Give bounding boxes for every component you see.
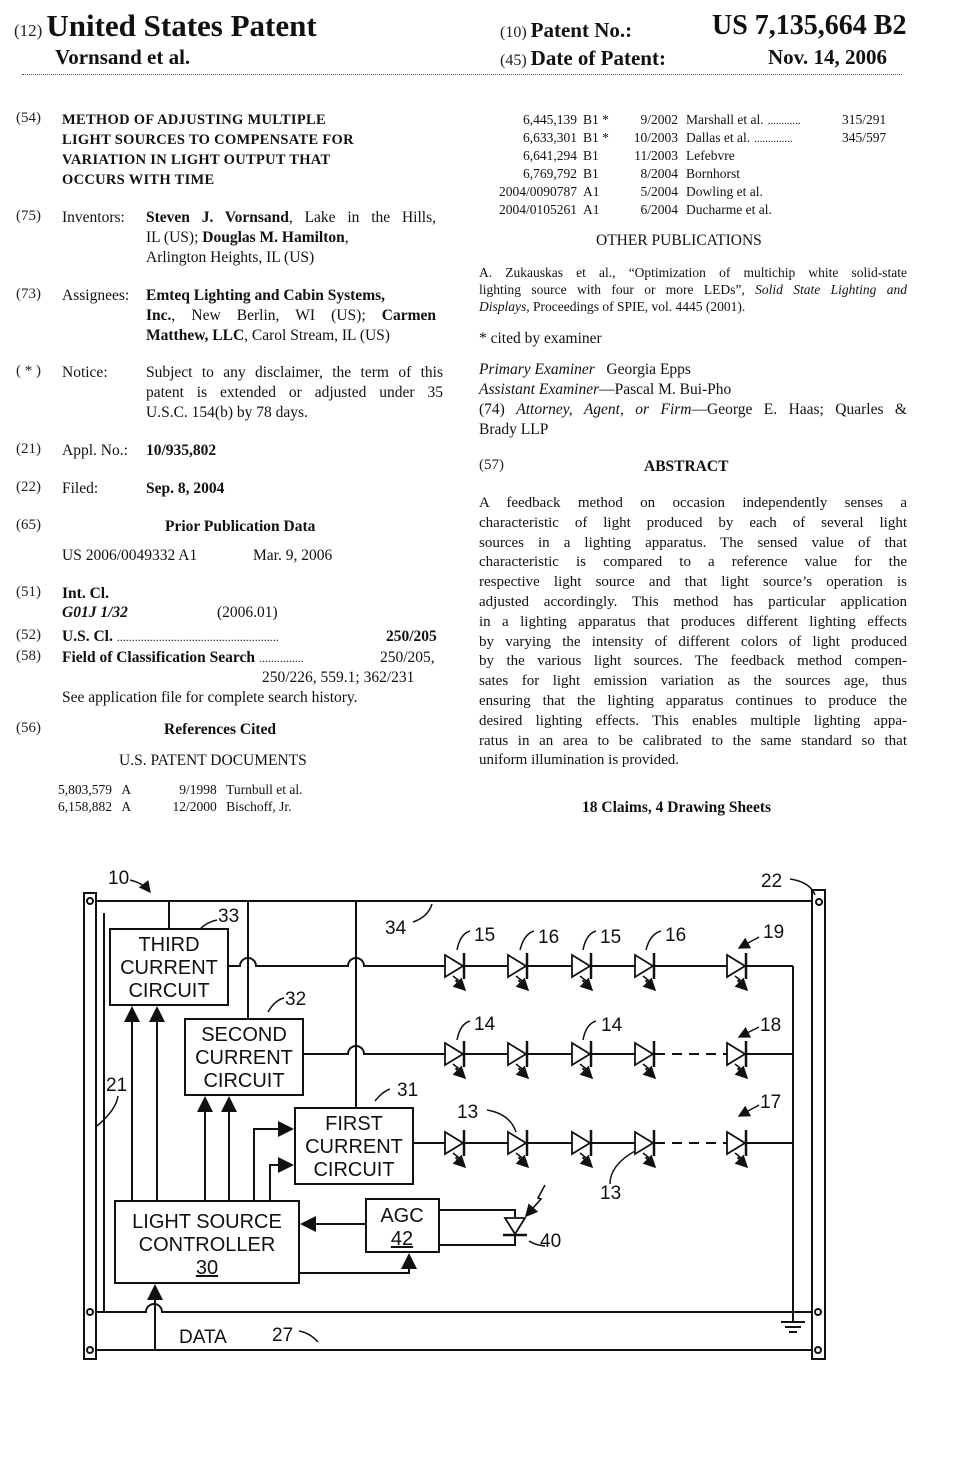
reference-row [40,782,303,798]
led-ref-14: 14 [474,1014,496,1035]
circuit-figure [0,850,953,1370]
led-icon [572,1041,592,1078]
ref-date: 5/2004 [640,184,678,199]
document-title: United States Patent [46,8,317,43]
title-line: LIGHT SOURCES TO COMPENSATE FOR [62,132,354,148]
third-box-line1: THIRD [138,934,200,956]
ref-date: 12/2000 [172,799,217,814]
ref-kind: A [121,799,132,814]
field-search-code: (58) [16,648,41,664]
appl-number: 10/935,802 [146,442,217,459]
ref-name: Lefebvre [686,148,735,163]
ref-name: Marshall et al. [686,112,764,127]
invention-title [62,110,354,190]
inventor-location: Arlington Heights, IL (US) [146,249,315,266]
ref-number: 2004/0090787 [498,184,577,199]
claims-summary: 18 Claims, 4 Drawing Sheets [582,799,772,816]
abstract-code: (57) [479,457,504,473]
date-code: (45) [500,52,527,69]
led-icon [727,1130,747,1167]
ref-kind: A [121,782,132,797]
appl-code: (21) [16,441,41,457]
led-icon [508,1130,528,1167]
abstract-line: sources in a lighting apparatus. The sensed value of that [479,534,907,551]
assignee-location: , Carol Stream, IL (US) [244,327,390,344]
field-search-note: See application file for complete search history. [62,689,358,706]
other-pub-heading: OTHER PUBLICATIONS [596,232,762,249]
ref-name: Bischoff, Jr. [226,799,292,814]
abstract-line: A feedback method on occasion independently senses a [479,495,907,511]
ref-kind: B1 * [583,130,609,145]
ref-label-10: 10 [108,868,130,889]
led-icon [445,953,465,990]
leader-dots: ...................................................... [116,630,279,644]
reference-row [476,112,887,128]
assignee-name: Carmen [381,307,436,324]
ref-date: 10/2003 [633,130,678,145]
ref-label-21: 21 [106,1075,128,1096]
inventor-name: Douglas M. Hamilton [202,229,345,246]
primary-examiner-name: Georgia Epps [606,361,691,378]
first-box-line1: FIRST [325,1113,383,1135]
refs-code: (56) [16,720,41,736]
int-cl-label: Int. Cl. [62,585,109,602]
assignee-location: , New Berlin, WI (US); [171,307,366,324]
led-ref-16: 16 [538,927,560,948]
notice-line: patent is extended or adjusted under 35 [146,384,443,401]
abstract-line: by varying the intensity of different colors of light produced [479,633,907,650]
reference-row [476,130,887,146]
abstract-line: uniform illumination is provided. [479,752,679,769]
other-pub-journal: Displays [479,299,527,314]
filed-date: Sep. 8, 2004 [146,480,225,497]
controller-line1: LIGHT SOURCE [132,1211,282,1233]
led-icon [508,953,528,990]
ref-date: 11/2003 [634,148,678,163]
led-icon [572,953,592,990]
data-label: DATA [179,1327,227,1348]
notice-line: U.S.C. 154(b) by 78 days. [146,404,308,421]
first-box-line2: CURRENT [305,1136,403,1158]
refs-heading: References Cited [164,721,277,738]
leader-dots: ............ [767,115,801,127]
assistant-examiner-name: —Pascal M. Bui-Pho [599,381,732,398]
primary-examiner-label: Primary Examiner [479,361,595,378]
reference-row [476,166,744,182]
attorney-name: Brady LLP [479,421,549,438]
inventors-label: Inventors: [62,209,125,226]
int-cl-version: (2006.01) [217,604,278,621]
ref-date: 8/2004 [640,166,678,181]
led-icon [572,1130,592,1167]
abstract-line: by the various light sources. The feedback method compen- [479,653,907,670]
patent-number: US 7,135,664 B2 [712,10,907,41]
ref-name: Dowling et al. [686,184,763,199]
ref-number: 6,158,882 [58,799,112,814]
inventor-short: Vornsand et al. [55,45,191,69]
us-cl-label: U.S. Cl. [62,628,113,645]
title-line: METHOD OF ADJUSTING MULTIPLE [62,112,326,128]
ref-number: 6,641,294 [523,148,577,163]
ref-name: Bornhorst [686,166,740,181]
ref-label-34: 34 [385,918,407,939]
power-rail [96,1304,812,1312]
ref-kind: A1 [583,184,600,199]
date-label: Date of Patent: [530,46,666,70]
abstract-line: sates for light emission variation as the sources age, thus [479,673,907,690]
led-ref-13: 13 [600,1183,622,1204]
cited-note: * cited by examiner [479,330,602,347]
led-ref-13: 13 [457,1102,479,1123]
ref-number: 2004/0105261 [498,202,577,217]
header-divider [22,74,902,75]
led-icon [635,1041,655,1078]
agc-label: AGC [380,1205,424,1227]
inventors-value [146,208,436,268]
led-icon [445,1130,465,1167]
ref-name: Dallas et al. [686,130,751,145]
ref-kind: A1 [583,202,600,217]
led-ref-17: 17 [760,1092,782,1113]
ref-class: 345/597 [842,130,887,145]
other-pub-text: , Proceedings of SPIE, vol. 4445 (2001). [526,299,746,314]
ref-kind: B1 [583,166,599,181]
title-code: (54) [16,110,41,126]
led-icon [635,953,655,990]
us-cl-value: 250/205 [386,628,437,645]
ref-label-32: 32 [285,989,307,1010]
ref-kind: B1 * [583,112,609,127]
field-search-row [62,648,304,668]
reference-row [476,184,767,200]
assignees-label: Assignees: [62,287,130,304]
notice-label: Notice: [62,364,108,381]
title-line: OCCURS WITH TIME [62,172,215,188]
leader-dots [772,205,776,217]
led-icon [727,1041,747,1078]
reference-row [40,799,292,815]
abstract-line: characteristic of light produced by each of several light [479,514,907,531]
ref-name: Ducharme et al. [686,202,772,217]
third-box-line2: CURRENT [120,957,218,979]
patent-no-code: (10) [500,24,527,41]
reference-row [476,202,776,218]
other-pub-text: lighting source with four or more LEDs”, [479,282,756,297]
led-icon [727,953,747,990]
assignees-code: (73) [16,286,41,302]
abstract-line: in a lighting apparatus that produces different lighting effects [479,613,907,630]
leader-dots: ............... [258,651,304,665]
title-line: VARIATION IN LIGHT OUTPUT THAT [62,152,331,168]
first-box-line3: CIRCUIT [313,1159,395,1181]
us-cl-row [62,627,442,647]
attorney-name: —George E. Haas; Quarles & [691,401,907,418]
inventor-name: Steven J. Vornsand [146,209,289,226]
ref-label-33: 33 [218,906,240,927]
assignee-name: Emteq Lighting and Cabin Systems, [146,287,386,304]
led-ref-18: 18 [760,1015,782,1036]
controller-line2: CONTROLLER [138,1234,276,1256]
ref-label-31: 31 [397,1080,419,1101]
field-search-value2: 250/226, 559.1; 362/231 [262,669,415,686]
agc-ref-42: 42 [390,1228,414,1250]
assignee-name: Inc. [146,307,172,324]
notice-line: Subject to any disclaimer, the term of this [146,364,443,381]
assignees-value [146,286,436,346]
patent-kind-heading [14,8,317,44]
notice-code: ( * ) [16,363,41,379]
attorney-label: Attorney, Agent, or Firm [516,401,692,418]
other-publication [479,264,907,315]
int-cl-code: (51) [16,584,41,600]
other-pub-line: A. Zukauskas et al., “Optimization of multichip white solid-state [479,265,907,280]
second-box-line1: SECOND [201,1024,287,1046]
led-ref-15: 15 [474,925,496,946]
assignee-name: Matthew, LLC [146,327,245,344]
bus-left-21 [84,893,96,1359]
field-search-label: Field of Classification Search [62,649,256,666]
leader-dots [763,187,767,199]
ref-kind: B1 [583,148,599,163]
second-box-line3: CIRCUIT [203,1070,285,1092]
bus-right-22 [812,890,825,1359]
led-icon [445,1041,465,1078]
abstract-heading: ABSTRACT [644,458,729,475]
led-ref-19: 19 [763,922,785,943]
ref-class: 315/291 [842,112,887,127]
filed-label: Filed: [62,480,99,497]
patent-no-label: Patent No.: [530,18,633,42]
reference-row [476,148,739,164]
kind-code: (12) [14,21,43,40]
patent-date: Nov. 14, 2006 [768,45,888,69]
prior-pub-date: Mar. 9, 2006 [253,547,333,564]
attorney [479,400,907,440]
abstract-line: respective light source and that light source’s operation is [479,574,907,591]
ref-date: 6/2004 [640,202,678,217]
prior-pub-number: US 2006/0049332 A1 [62,547,198,564]
patent-number-row [500,18,632,43]
filed-code: (22) [16,479,41,495]
ref-number: 6,633,301 [523,130,577,145]
led-ref-14: 14 [601,1015,623,1036]
inventor-location: , [344,229,349,246]
ref-date: 9/2002 [640,112,678,127]
leader-dots: .............. [754,133,793,145]
led-ref-16: 16 [665,925,687,946]
prior-pub-code: (65) [16,517,41,533]
appl-label: Appl. No.: [62,442,128,459]
ref-date: 9/1998 [179,782,217,797]
leader-dots [740,169,744,181]
ref-label-27: 27 [272,1325,294,1346]
led-icon [508,1041,528,1078]
ref-name: Turnbull et al. [226,782,303,797]
abstract-text [479,494,907,771]
refs-subheading: U.S. PATENT DOCUMENTS [119,752,307,769]
abstract-line: ratus in an area to be calibrated to the same standard so that [479,732,907,749]
ref-label-22: 22 [761,871,783,892]
second-box-line2: CURRENT [195,1047,293,1069]
primary-examiner [479,360,691,380]
attorney-code: (74) [479,401,505,418]
prior-pub-heading: Prior Publication Data [165,518,316,535]
assistant-examiner-label: Assistant Examiner [479,381,600,398]
led-icon [635,1130,655,1167]
inventor-location: , Lake in the Hills, [288,209,436,226]
ref-label-40: 40 [540,1231,562,1252]
notice-text [146,363,443,423]
int-cl-class: G01J 1/32 [62,604,128,621]
patent-date-row [500,46,666,71]
other-pub-journal: Solid State Lighting and [755,282,907,297]
abstract-line: ensuring that the lighting apparatus continues to produce the [479,692,907,709]
field-search-value1: 250/205, [380,649,435,666]
ref-number: 5,803,579 [58,782,112,797]
third-box-line3: CIRCUIT [128,980,210,1002]
abstract-line: adjusted accordingly. This method has particular application [479,593,907,610]
inventors-code: (75) [16,208,41,224]
abstract-line: desired lighting effects. This enables multiple lighting appa- [479,712,907,729]
assistant-examiner [479,380,731,400]
led-ref-15: 15 [600,927,622,948]
ref-number: 6,445,139 [523,112,577,127]
controller-ref-30: 30 [195,1257,219,1279]
abstract-line: characteristic is compared to a reference value for the [479,554,907,571]
leader-dots [735,151,739,163]
us-cl-code: (52) [16,627,41,643]
ref-number: 6,769,792 [523,166,577,181]
inventor-location: IL (US); [146,229,199,246]
